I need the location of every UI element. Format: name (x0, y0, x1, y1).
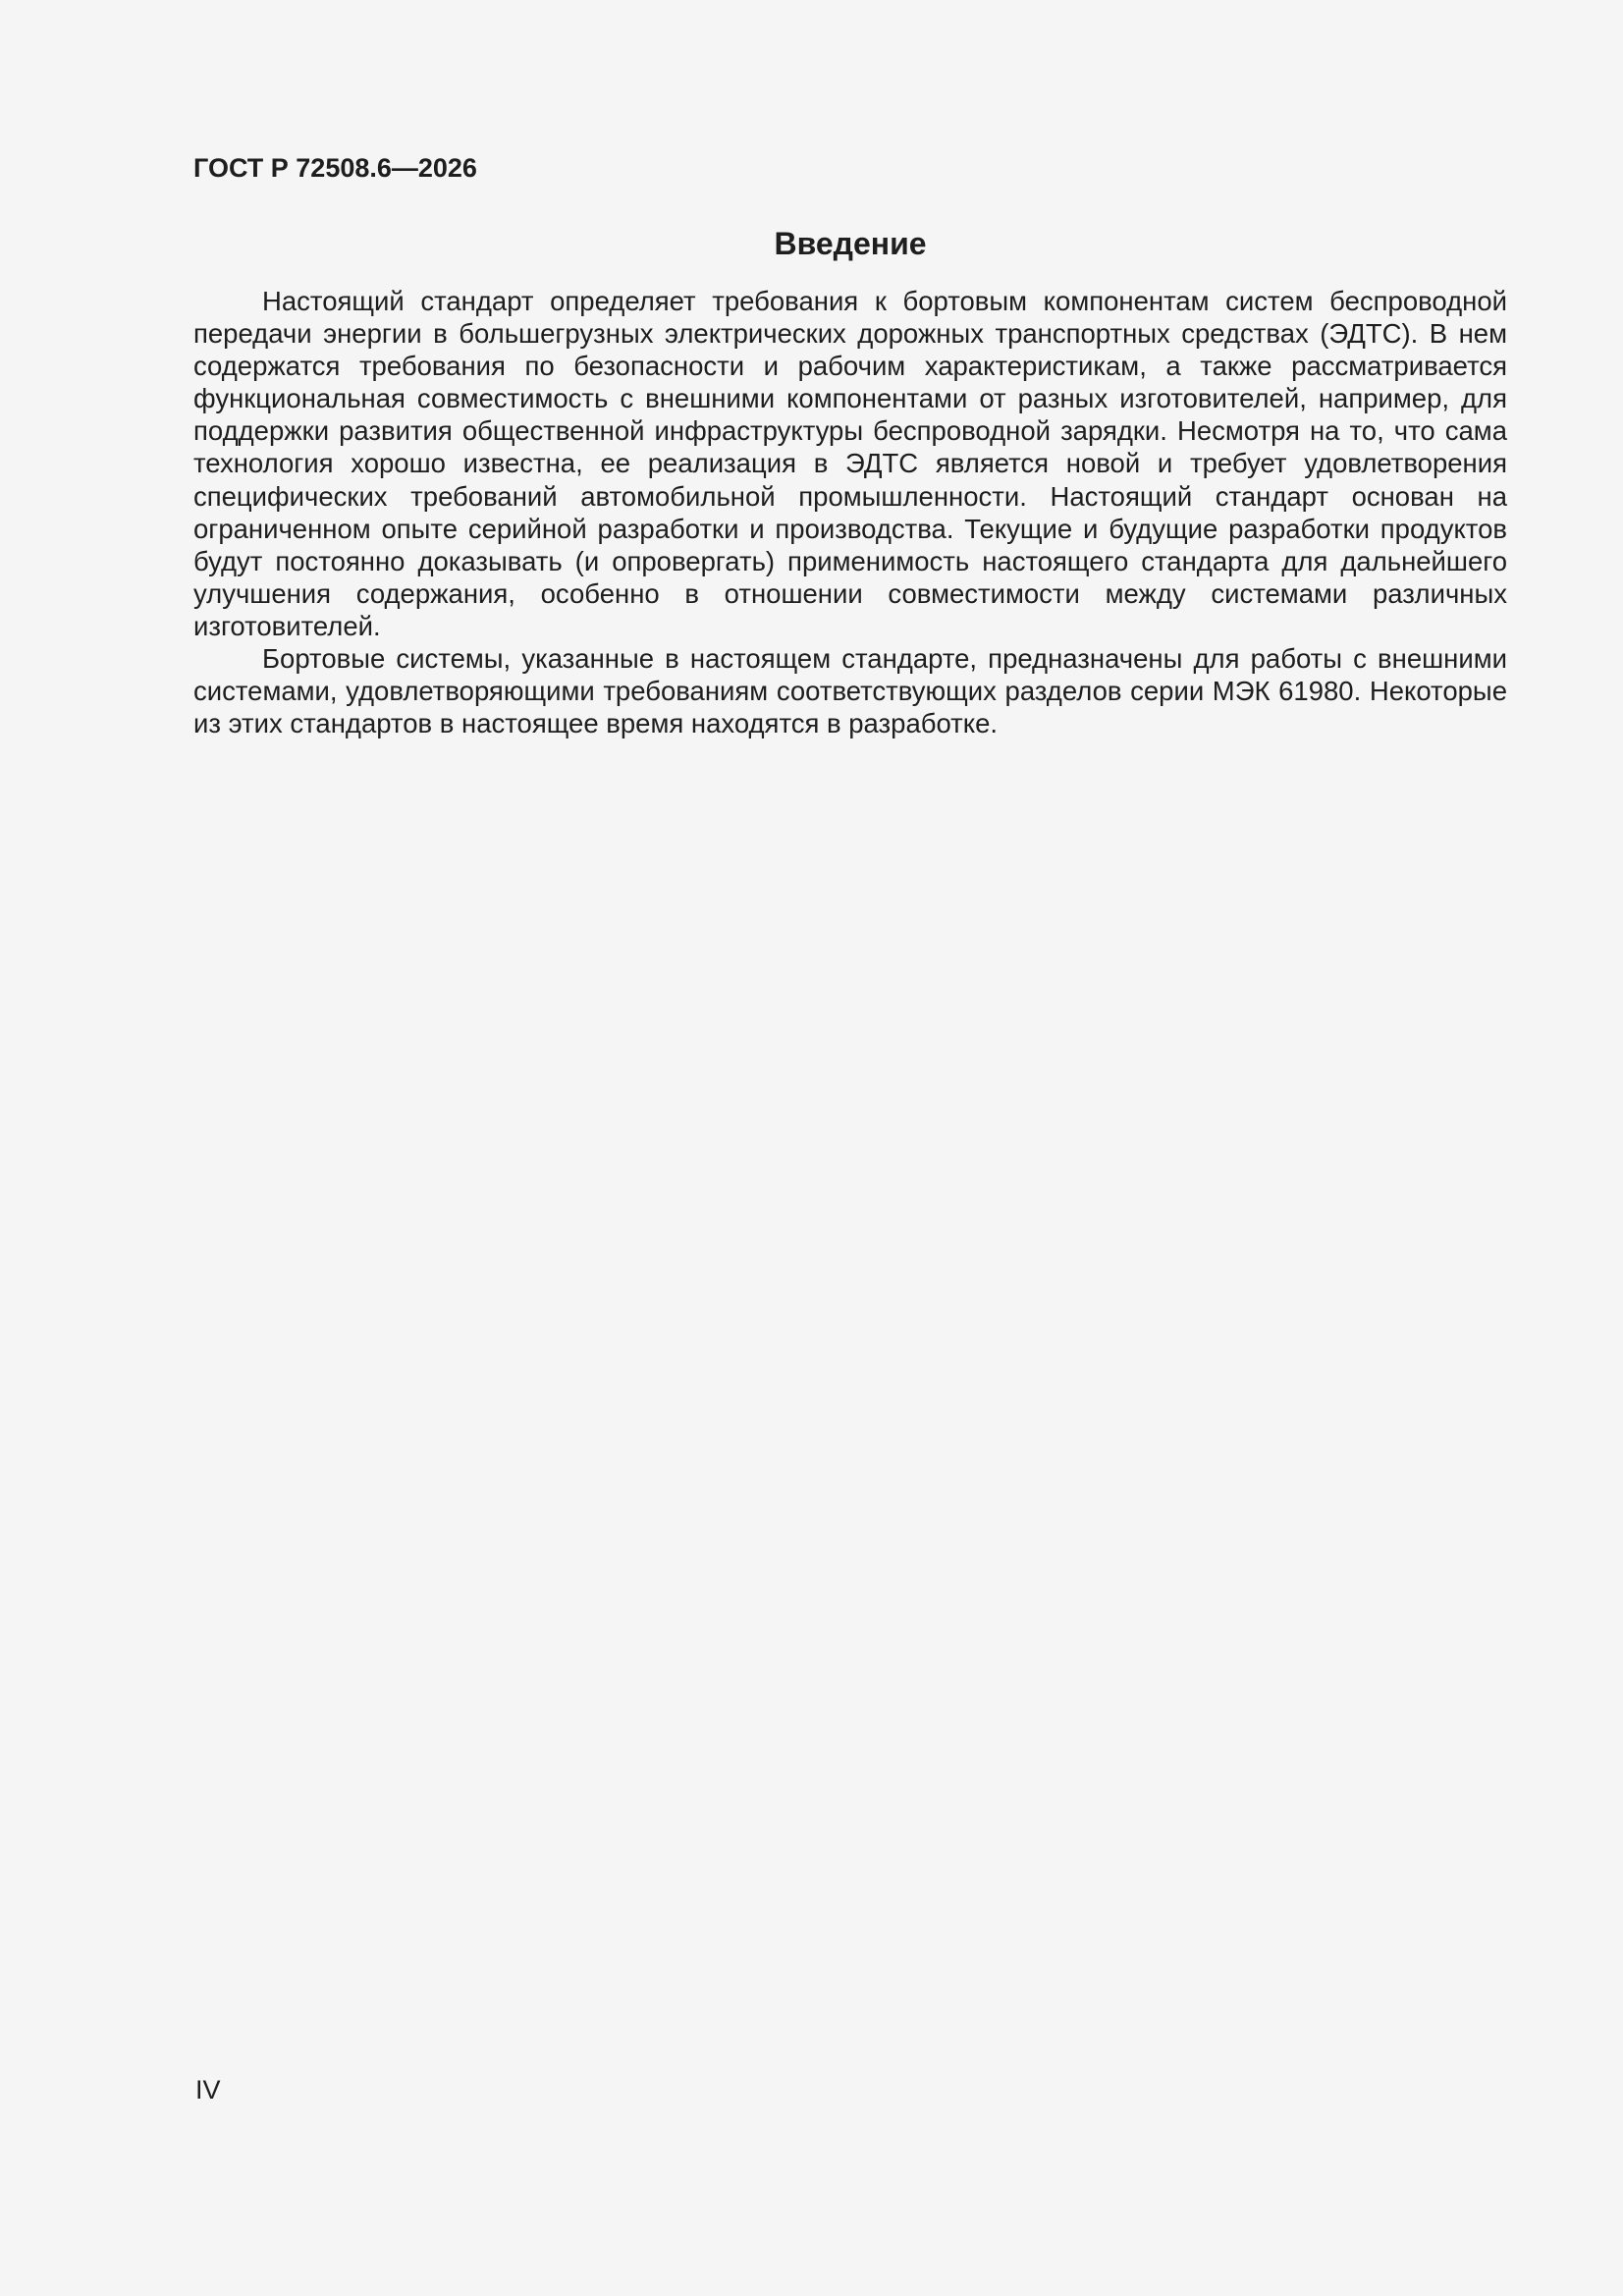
paragraph: Настоящий стандарт определяет требования к бортовым компонентам систем беспроводной передачи энергии в большегрузных электрических дорожных транспортных средствах (ЭДТС). В нем содержатся требования по безопасности и рабочим характеристикам, а также рассматривается функциональная совместимость с внешними компонентами от разных изготовителей, например, для поддержки развития общественной инфраструктуры беспроводной зарядки. Несмотря на то, что сама технология хорошо известна, ее реализация в ЭДТС является новой и требует удовлетворения специфических требований автомобильной промышленности. Настоящий стандарт основан на ограниченном опыте серийной разработки и производства. Текущие и будущие разработки продуктов будут постоянно доказывать (и опровергать) применимость настоящего стандарта для дальнейшего улучшения содержания, особенно в отношении совместимости между системами различных изготовителей. (193, 286, 1507, 641)
introduction-body (193, 285, 1507, 739)
paragraph: Бортовые системы, указанные в настоящем стандарте, предназначены для работы с внешними системами, удовлетворяющими требованиям соответствующих разделов серии МЭК 61980. Некоторые из этих стандартов в настоящее время находятся в разработке. (193, 643, 1507, 739)
page-number: IV (195, 2075, 221, 2105)
section-title: Введение (774, 226, 927, 261)
document-code-header: ГОСТ Р 72508.6—2026 (193, 153, 477, 183)
